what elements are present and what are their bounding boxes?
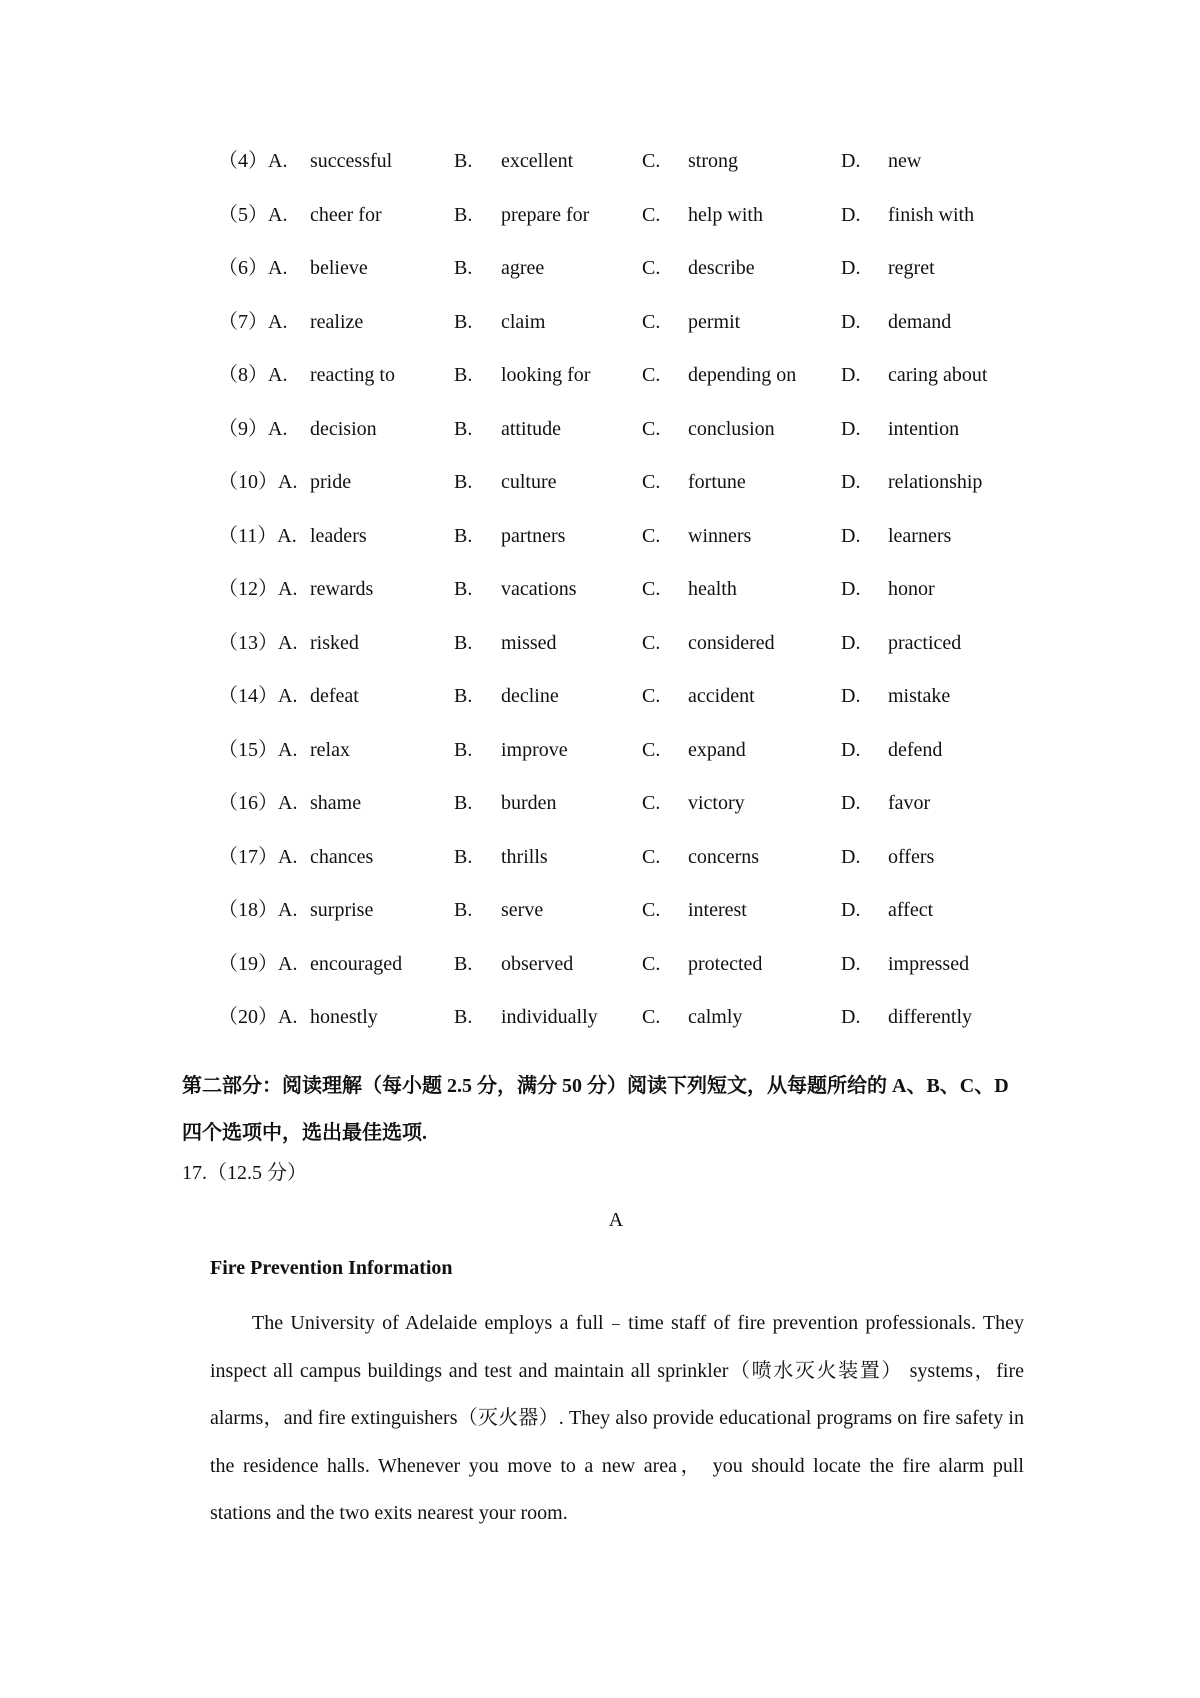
question-label: （8）A. xyxy=(218,364,288,386)
option-b: observed xyxy=(501,952,574,975)
option-row xyxy=(0,416,1200,470)
option-b: partners xyxy=(501,524,566,547)
option-row xyxy=(0,523,1200,577)
question-label: （20）A. xyxy=(218,1006,298,1028)
option-letter-d: D. xyxy=(841,471,861,493)
option-d: offers xyxy=(888,845,935,868)
option-d: caring about xyxy=(888,364,988,386)
option-letter-b: B. xyxy=(454,1006,473,1028)
option-row xyxy=(0,576,1200,630)
option-a: pride xyxy=(310,471,352,493)
option-a: risked xyxy=(310,631,359,654)
option-letter-c: C. xyxy=(642,203,661,226)
option-row xyxy=(0,1004,1200,1058)
option-d: learners xyxy=(888,524,952,547)
option-row xyxy=(0,255,1200,309)
option-d: new xyxy=(888,150,922,172)
option-letter-c: C. xyxy=(642,364,661,386)
option-d: favor xyxy=(888,792,931,814)
option-letter-b: B. xyxy=(454,524,473,547)
option-row xyxy=(0,630,1200,684)
option-letter-c: C. xyxy=(642,631,661,654)
option-c: protected xyxy=(688,952,763,975)
option-letter-c: C. xyxy=(642,899,661,921)
option-row xyxy=(0,362,1200,416)
option-row xyxy=(0,309,1200,363)
option-d: demand xyxy=(888,310,952,333)
option-b: burden xyxy=(501,792,557,814)
option-c: calmly xyxy=(688,1006,743,1028)
option-row xyxy=(0,683,1200,737)
option-a: surprise xyxy=(310,899,374,921)
question-label: （9）A. xyxy=(218,417,288,440)
option-b: prepare for xyxy=(501,203,590,226)
option-letter-b: B. xyxy=(454,578,473,600)
option-letter-d: D. xyxy=(841,631,861,654)
option-a: rewards xyxy=(310,578,374,600)
option-letter-d: D. xyxy=(841,203,861,226)
option-b: serve xyxy=(501,899,544,921)
option-b: decline xyxy=(501,685,559,707)
option-c: permit xyxy=(688,310,741,333)
option-letter-d: D. xyxy=(841,738,861,761)
question-label: （19）A. xyxy=(218,952,298,975)
question-label: （11）A. xyxy=(218,524,297,547)
option-b: individually xyxy=(501,1006,598,1028)
option-letter-b: B. xyxy=(454,310,473,333)
option-letter-d: D. xyxy=(841,524,861,547)
option-letter-c: C. xyxy=(642,738,661,761)
option-a: encouraged xyxy=(310,952,403,975)
option-row xyxy=(0,737,1200,791)
passage-title: Fire Prevention Information xyxy=(210,1257,453,1279)
question-label: （10）A. xyxy=(218,471,298,493)
option-letter-b: B. xyxy=(454,471,473,493)
option-letter-b: B. xyxy=(454,899,473,921)
option-d: impressed xyxy=(888,952,970,975)
option-a: shame xyxy=(310,792,362,814)
option-letter-d: D. xyxy=(841,845,861,868)
option-letter-d: D. xyxy=(841,364,861,386)
question-label: （12）A. xyxy=(218,578,298,600)
option-letter-b: B. xyxy=(454,845,473,868)
option-c: expand xyxy=(688,738,746,761)
option-letter-c: C. xyxy=(642,310,661,333)
option-a: believe xyxy=(310,257,368,279)
option-row xyxy=(0,790,1200,844)
option-letter-b: B. xyxy=(454,417,473,440)
option-letter-b: B. xyxy=(454,792,473,814)
option-b: culture xyxy=(501,471,557,493)
option-a: decision xyxy=(310,417,377,440)
option-d: mistake xyxy=(888,685,951,707)
question-label: （15）A. xyxy=(218,738,298,761)
option-b: missed xyxy=(501,631,557,654)
question-label: （18）A. xyxy=(218,899,298,921)
option-c: strong xyxy=(688,150,738,172)
option-letter-b: B. xyxy=(454,952,473,975)
option-letter-c: C. xyxy=(642,578,661,600)
option-d: differently xyxy=(888,1006,973,1028)
option-c: fortune xyxy=(688,471,746,493)
option-d: relationship xyxy=(888,471,983,493)
option-c: health xyxy=(688,578,737,600)
option-c: victory xyxy=(688,792,745,814)
option-letter-d: D. xyxy=(841,417,861,440)
passage-body: The University of Adelaide employs a full﹣time staff of fire prevention professionals. They inspect all campus buildings and test and maintain all sprinkler（喷水灭火装置） systems，fire alarms，and fire extinguishers（灭火器）. They also provide educational programs on fire safety in the residence halls. Whenever you move to a new area， you should locate the fire alarm pull stations and the two exits nearest your room. xyxy=(210,1312,1024,1524)
option-d: regret xyxy=(888,257,935,279)
option-letter-d: D. xyxy=(841,310,861,333)
option-letter-b: B. xyxy=(454,685,473,707)
option-letter-c: C. xyxy=(642,150,661,172)
option-letter-c: C. xyxy=(642,952,661,975)
option-letter-d: D. xyxy=(841,257,861,279)
option-c: considered xyxy=(688,631,775,654)
option-letter-c: C. xyxy=(642,257,661,279)
option-c: help with xyxy=(688,203,763,226)
option-a: relax xyxy=(310,738,350,761)
question-label: （5）A. xyxy=(218,203,288,226)
option-c: describe xyxy=(688,257,755,279)
option-letter-b: B. xyxy=(454,257,473,279)
question-number: 17.（12.5 分） xyxy=(182,1162,307,1184)
option-b: looking for xyxy=(501,364,591,386)
option-b: claim xyxy=(501,310,546,333)
option-row xyxy=(0,897,1200,951)
option-a: realize xyxy=(310,310,364,333)
question-label: （14）A. xyxy=(218,685,298,707)
options-list xyxy=(0,148,1200,1058)
question-label: （17）A. xyxy=(218,845,298,868)
option-a: chances xyxy=(310,845,374,868)
option-b: agree xyxy=(501,257,545,279)
option-c: accident xyxy=(688,685,755,707)
option-letter-b: B. xyxy=(454,150,473,172)
option-letter-b: B. xyxy=(454,738,473,761)
option-row xyxy=(0,148,1200,202)
option-letter-d: D. xyxy=(841,792,861,814)
question-label: （16）A. xyxy=(218,792,298,814)
option-b: excellent xyxy=(501,150,574,172)
option-letter-b: B. xyxy=(454,364,473,386)
question-label: （13）A. xyxy=(218,631,298,654)
option-a: leaders xyxy=(310,524,367,547)
option-letter-c: C. xyxy=(642,524,661,547)
option-letter-d: D. xyxy=(841,952,861,975)
option-d: intention xyxy=(888,417,960,440)
option-c: interest xyxy=(688,899,747,921)
option-letter-d: D. xyxy=(841,150,861,172)
option-letter-b: B. xyxy=(454,631,473,654)
passage-letter: A xyxy=(608,1209,624,1231)
option-letter-d: D. xyxy=(841,685,861,707)
option-b: thrills xyxy=(501,845,548,868)
option-a: cheer for xyxy=(310,203,382,226)
option-d: defend xyxy=(888,738,943,761)
option-c: concerns xyxy=(688,845,760,868)
option-letter-b: B. xyxy=(454,203,473,226)
option-letter-d: D. xyxy=(841,1006,861,1028)
option-c: conclusion xyxy=(688,417,775,440)
option-c: depending on xyxy=(688,364,797,386)
question-label: （4）A. xyxy=(218,150,288,172)
option-d: finish with xyxy=(888,203,975,226)
option-letter-d: D. xyxy=(841,899,861,921)
section-heading: 第二部分：阅读理解（每小题 2.5 分，满分 50 分）阅读下列短文，从每题所给的 A、B、C、D 四个选项中，选出最佳选项. xyxy=(182,1075,1009,1144)
option-a: defeat xyxy=(310,685,359,707)
question-label: （6）A. xyxy=(218,257,288,279)
option-letter-d: D. xyxy=(841,578,861,600)
option-row xyxy=(0,469,1200,523)
option-d: practiced xyxy=(888,631,962,654)
option-letter-c: C. xyxy=(642,471,661,493)
option-d: affect xyxy=(888,899,934,921)
option-letter-c: C. xyxy=(642,845,661,868)
question-label: （7）A. xyxy=(218,310,288,333)
option-b: attitude xyxy=(501,417,561,440)
option-letter-c: C. xyxy=(642,417,661,440)
option-letter-c: C. xyxy=(642,685,661,707)
option-b: vacations xyxy=(501,578,577,600)
option-row xyxy=(0,951,1200,1005)
option-d: honor xyxy=(888,578,935,600)
option-a: honestly xyxy=(310,1006,378,1028)
option-letter-c: C. xyxy=(642,792,661,814)
option-a: successful xyxy=(310,150,393,172)
option-letter-c: C. xyxy=(642,1006,661,1028)
option-b: improve xyxy=(501,738,568,761)
option-a: reacting to xyxy=(310,364,395,386)
option-row xyxy=(0,202,1200,256)
option-row xyxy=(0,844,1200,898)
option-c: winners xyxy=(688,524,752,547)
